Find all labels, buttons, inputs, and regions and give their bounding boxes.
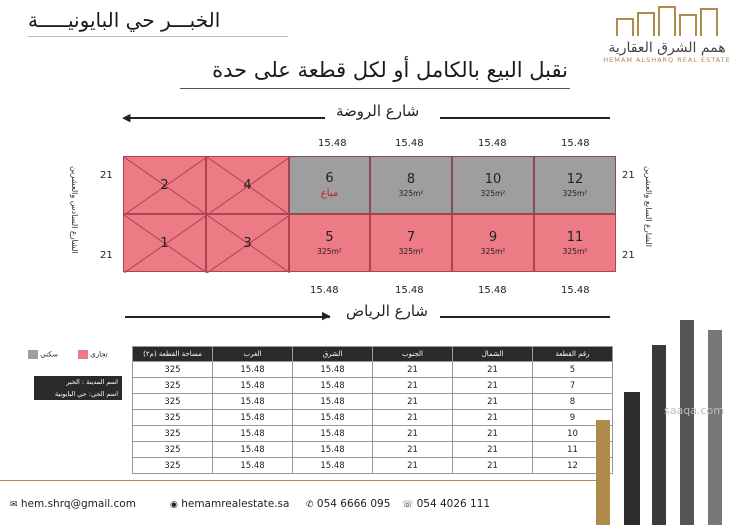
plot-number: 3 <box>243 235 252 251</box>
table-cell: 15.48 <box>212 442 292 458</box>
table-header: الشرق <box>293 347 373 362</box>
depth-right-bottom: 21 <box>622 250 635 261</box>
headline-underline <box>180 88 570 89</box>
legend-commercial <box>78 350 108 359</box>
table-header: رقم القطعة <box>532 347 612 362</box>
table-cell: 15.48 <box>293 362 373 378</box>
table-cell: 21 <box>453 362 533 378</box>
table-row <box>133 426 613 442</box>
plot-number: 5 <box>325 230 334 245</box>
plot-number: 11 <box>566 230 584 245</box>
table-header: الجنوب <box>373 347 453 362</box>
table-cell: 21 <box>453 442 533 458</box>
headline: نقبل البيع بالكامل أو لكل قطعة على حدة <box>212 58 568 82</box>
table-cell: 21 <box>373 442 453 458</box>
decor-dark-bar <box>680 320 694 525</box>
table-header-row <box>133 347 613 362</box>
whatsapp-icon: ✆ <box>306 500 314 510</box>
street-top-line-left <box>125 117 325 119</box>
plot-area: 325m² <box>562 189 588 198</box>
table-cell: 325 <box>133 426 213 442</box>
plot-number: 4 <box>243 177 252 193</box>
decor-gold-bar <box>596 420 610 525</box>
table-cell: 12 <box>532 458 612 474</box>
watermark: saaqa.com <box>664 404 724 417</box>
plot-area: 325m² <box>480 189 506 198</box>
table-cell: 15.48 <box>212 394 292 410</box>
table-cell: 21 <box>453 458 533 474</box>
decor-dark-bar <box>652 345 666 525</box>
dim-top-4: 15.48 <box>561 138 590 149</box>
table-row <box>133 458 613 474</box>
depth-left-bottom: 21 <box>100 250 113 261</box>
plot-2[interactable] <box>123 156 206 214</box>
table-cell: 7 <box>532 378 612 394</box>
plot-7[interactable] <box>370 214 452 272</box>
district-label: اسم الحي: حي البايونية <box>34 388 122 400</box>
footer-phone-2[interactable]: ☏ 054 4026 111 <box>402 498 491 510</box>
table-cell: 21 <box>373 378 453 394</box>
footer-divider <box>0 480 596 481</box>
plot-4[interactable] <box>206 156 289 214</box>
table-cell: 325 <box>133 378 213 394</box>
street-top-line-right <box>440 117 610 119</box>
table-cell: 11 <box>532 442 612 458</box>
buildings-icon <box>602 6 732 36</box>
table-cell: 10 <box>532 426 612 442</box>
table-row <box>133 442 613 458</box>
dim-bottom-4: 15.48 <box>561 285 590 296</box>
plot-area: 325m² <box>398 247 424 256</box>
street-bottom-line-left <box>125 316 330 318</box>
plot-number: 10 <box>484 172 502 187</box>
street-right-label: الشارع السابع والعشرين <box>644 166 653 247</box>
email-icon: ✉ <box>10 500 18 510</box>
table-cell: 15.48 <box>212 378 292 394</box>
decor-dark-bar <box>624 392 640 525</box>
plot-area: 325m² <box>480 247 506 256</box>
table-cell: 9 <box>532 410 612 426</box>
table-cell: 21 <box>453 426 533 442</box>
title-underline <box>28 36 288 37</box>
table-row <box>133 394 613 410</box>
table-cell: 21 <box>373 410 453 426</box>
plots-table <box>132 346 613 474</box>
table-cell: 15.48 <box>212 426 292 442</box>
table-cell: 15.48 <box>212 458 292 474</box>
dim-bottom-1: 15.48 <box>310 285 339 296</box>
plot-number: 7 <box>406 230 416 245</box>
plot-number: 8 <box>406 172 416 187</box>
footer-website[interactable]: ◉ hemamrealestate.sa <box>170 498 290 510</box>
depth-right-top: 21 <box>622 170 635 181</box>
table-row <box>133 410 613 426</box>
table-cell: 8 <box>532 394 612 410</box>
plot-number: 1 <box>160 235 169 251</box>
table-cell: 15.48 <box>293 410 373 426</box>
street-bottom-line-right <box>440 316 610 318</box>
table-cell: 21 <box>453 410 533 426</box>
plot-3[interactable] <box>206 214 289 272</box>
dim-top-1: 15.48 <box>318 138 347 149</box>
legend-commercial-swatch <box>78 350 88 359</box>
table-cell: 21 <box>453 394 533 410</box>
table-cell: 325 <box>133 458 213 474</box>
table-cell: 15.48 <box>212 410 292 426</box>
table-header: الشمال <box>453 347 533 362</box>
plot-11[interactable] <box>534 214 616 272</box>
plot-12[interactable] <box>534 156 616 214</box>
plot-area: 325m² <box>398 189 424 198</box>
dim-bottom-3: 15.48 <box>478 285 507 296</box>
table-cell: 15.48 <box>293 442 373 458</box>
table-cell: 21 <box>373 458 453 474</box>
dim-top-3: 15.48 <box>478 138 507 149</box>
table-cell: 15.48 <box>293 378 373 394</box>
plot-8[interactable] <box>370 156 452 214</box>
table-cell: 15.48 <box>293 426 373 442</box>
plot-area: 325m² <box>562 247 588 256</box>
table-row <box>133 378 613 394</box>
table-header: مساحة القطعة (م٢) <box>133 347 213 362</box>
city-label: اسم المدينة : الخبر <box>34 376 122 388</box>
street-top-label: شارع الروضة <box>336 102 420 120</box>
table-cell: 5 <box>532 362 612 378</box>
logo-subtitle: HEMAM ALSHARQ REAL ESTATE <box>603 56 731 64</box>
plot-5[interactable] <box>289 214 370 272</box>
page-title: الخبـــر حي البايونيـــــة <box>28 8 221 32</box>
table-cell: 325 <box>133 410 213 426</box>
footer-email[interactable]: ✉ hem.shrq@gmail.com <box>10 498 136 510</box>
table-cell: 21 <box>373 394 453 410</box>
phone-icon: ☏ <box>402 500 414 510</box>
table-header: الغرب <box>212 347 292 362</box>
plot-number: 6 <box>325 171 334 186</box>
plot-number: 9 <box>488 230 498 245</box>
legend-residential-swatch <box>28 350 38 359</box>
street-left-label: الشارع السادس والعشرين <box>70 166 79 254</box>
legend-commercial-label: تجاري <box>90 350 108 359</box>
table-cell: 21 <box>373 362 453 378</box>
logo-name: همم الشرق العقارية <box>608 40 726 56</box>
legend-residential <box>28 350 58 359</box>
globe-icon: ◉ <box>170 500 178 510</box>
table-cell: 21 <box>373 426 453 442</box>
dim-top-2: 15.48 <box>395 138 424 149</box>
table-cell: 15.48 <box>293 458 373 474</box>
dim-bottom-2: 15.48 <box>395 285 424 296</box>
plot-note: مباع <box>320 188 339 199</box>
decor-dark-bar <box>708 330 722 525</box>
table-cell: 15.48 <box>212 362 292 378</box>
legend-residential-label: سكني <box>40 350 58 359</box>
depth-left-top: 21 <box>100 170 113 181</box>
arrow-left-icon: ◀ <box>122 111 131 124</box>
table-cell: 21 <box>453 378 533 394</box>
company-logo <box>602 6 732 76</box>
table-row <box>133 362 613 378</box>
table-cell: 325 <box>133 442 213 458</box>
arrow-right-icon: ▶ <box>322 309 331 322</box>
table-cell: 325 <box>133 394 213 410</box>
plot-10[interactable] <box>452 156 534 214</box>
footer-phone-1[interactable]: ✆ 054 6666 095 <box>306 498 391 510</box>
plot-number: 2 <box>160 177 169 193</box>
plot-number: 12 <box>566 172 584 187</box>
plot-6[interactable] <box>289 156 370 214</box>
plot-map <box>123 156 616 272</box>
plot-9[interactable] <box>452 214 534 272</box>
plot-1[interactable] <box>123 214 206 272</box>
street-bottom-label: شارع الرياض <box>346 302 428 320</box>
plot-area: 325m² <box>317 247 342 256</box>
table-cell: 325 <box>133 362 213 378</box>
table-cell: 15.48 <box>293 394 373 410</box>
